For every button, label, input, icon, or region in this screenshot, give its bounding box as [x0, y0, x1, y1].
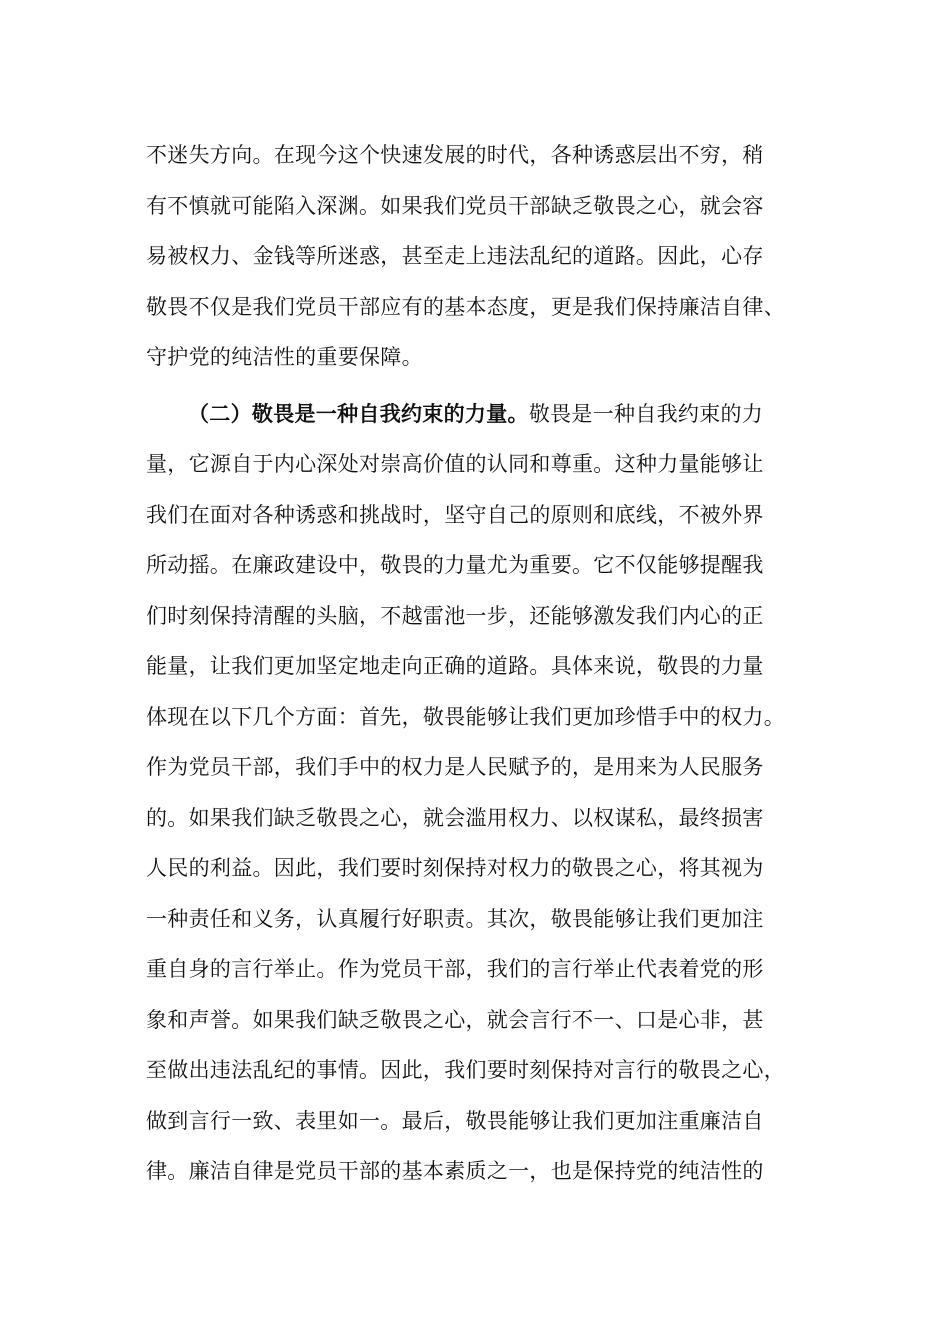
text-run: 敬畏是一种自我约束的力	[528, 401, 764, 426]
text-line: 们时刻保持清醒的头脑，不越雷池一步，还能够激发我们内心的正	[146, 603, 764, 628]
text-line: 象和声誉。如果我们缺乏敬畏之心，就会言行不一、口是心非，甚	[146, 1007, 764, 1032]
text-line: 重自身的言行举止。作为党员干部，我们的言行举止代表着党的形	[146, 957, 764, 981]
text-line: 不迷失方向。在现今这个快速发展的时代，各种诱惑层出不穷，稍	[146, 143, 764, 167]
section-heading: （二）敬畏是一种自我约束的力量。	[188, 401, 529, 426]
text-line: 有不慎就可能陷入深渊。如果我们党员干部缺乏敬畏之心，就会容	[146, 193, 764, 218]
text-line: 体现在以下几个方面：首先，敬畏能够让我们更加珍惜手中的权力。	[146, 704, 785, 729]
text-line: 我们在面对各种诱惑和挑战时，坚守自己的原则和底线，不被外界	[146, 502, 764, 527]
text-line: 作为党员干部，我们手中的权力是人民赋予的，是用来为人民服务	[146, 755, 764, 779]
text-line: 的。如果我们缺乏敬畏之心，就会滥用权力、以权谋私，最终损害	[146, 805, 764, 830]
paragraph-1	[146, 130, 826, 383]
text-line: 一种责任和义务，认真履行好职责。其次，敬畏能够让我们更加注	[146, 906, 764, 931]
text-line: 律。廉洁自律是党员干部的基本素质之一，也是保持党的纯洁性的	[146, 1159, 764, 1183]
paragraph-2	[146, 389, 826, 1197]
paragraph-2-first-line	[146, 389, 826, 440]
text-line: 人民的利益。因此，我们要时刻保持对权力的敬畏之心，将其视为	[146, 856, 764, 880]
text-line: 量，它源自于内心深处对崇高价值的认同和尊重。这种力量能够让	[146, 452, 764, 476]
text-line: 做到言行一致、表里如一。最后，敬畏能够让我们更加注重廉洁自	[146, 1108, 764, 1133]
text-line: 敬畏不仅是我们党员干部应有的基本态度，更是我们保持廉洁自律、	[146, 294, 785, 319]
body-text	[146, 130, 826, 1197]
text-line: 守护党的纯洁性的重要保障。	[146, 345, 423, 369]
text-line: 能量，让我们更加坚定地走向正确的道路。具体来说，敬畏的力量	[146, 654, 764, 678]
text-line: 易被权力、金钱等所迷惑，甚至走上违法乱纪的道路。因此，心存	[146, 244, 764, 268]
text-line: 所动摇。在廉政建设中，敬畏的力量尤为重要。它不仅能够提醒我	[146, 553, 764, 577]
text-line: 至做出违法乱纪的事情。因此，我们要时刻保持对言行的敬畏之心，	[146, 1058, 785, 1082]
